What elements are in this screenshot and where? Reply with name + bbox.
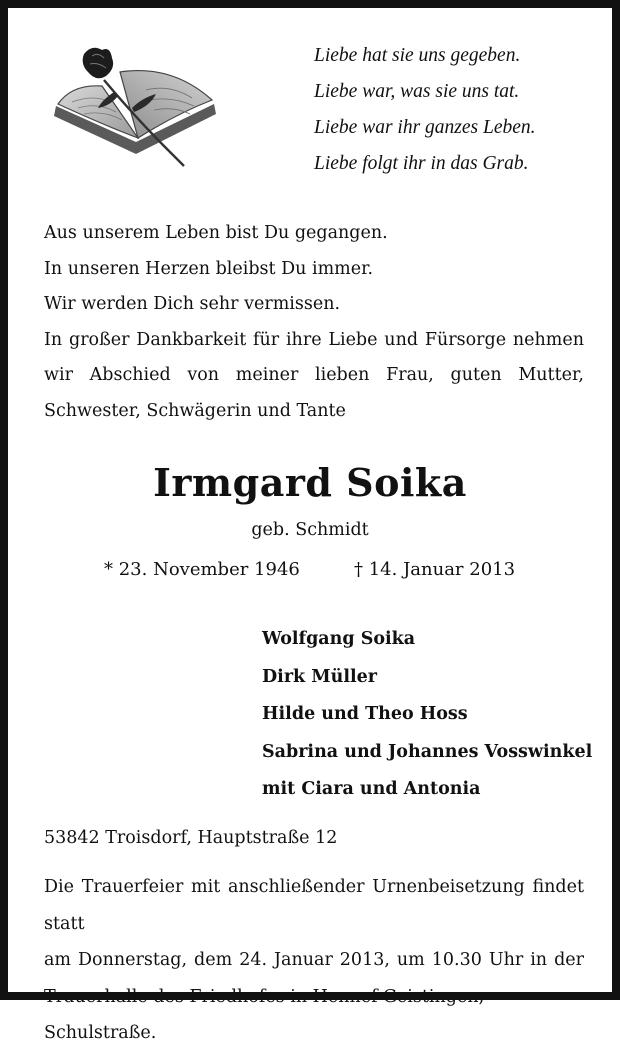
service-info — [44, 869, 584, 1052]
intro-line: Wir werden Dich sehr vermissen. — [44, 294, 341, 314]
poem-line: Liebe hat sie uns gegeben. — [314, 45, 521, 66]
mourner-name: Hilde und Theo Hoss — [262, 704, 468, 724]
service-line: Trauerhalle des Friedhofes in Hennef-Geistingen, Schulstraße. — [44, 986, 485, 1043]
birth-date: * 23. November 1946 — [104, 559, 300, 580]
mourner-name: Dirk Müller — [262, 666, 378, 687]
service-line: Die Trauerfeier mit anschließender Urnenbeisetzung findet statt — [44, 877, 584, 934]
poem-line: Liebe war ihr ganzes Leben. — [314, 117, 536, 138]
intro-line: Schwester, Schwägerin und Tante — [44, 400, 346, 421]
address: 53842 Troisdorf, Hauptstraße 12 — [44, 828, 338, 848]
mourner-name: mit Ciara und Antonia — [262, 779, 481, 799]
death-date: † 14. Januar 2013 — [354, 559, 516, 580]
deceased-name: Irmgard Soika — [153, 460, 467, 505]
intro-line: wir Abschied von meiner lieben Frau, guten Mutter, — [44, 365, 584, 385]
mourner-name: Wolfgang Soika — [262, 629, 416, 649]
mourner-name: Sabrina und Johannes Vosswinkel — [262, 741, 593, 762]
book-with-rose-icon — [52, 42, 222, 172]
intro-line: In unseren Herzen bleibst Du immer. — [44, 258, 374, 279]
mourners-list — [262, 621, 602, 809]
poem-line: Liebe folgt ihr in das Grab. — [314, 153, 529, 174]
intro-line: In großer Dankbarkeit für ihre Liebe und Fürsorge nehmen — [44, 329, 584, 350]
service-line: am Donnerstag, dem 24. Januar 2013, um 10.30 Uhr in der — [44, 950, 584, 970]
maiden-name: geb. Schmidt — [251, 520, 369, 540]
intro-text — [44, 216, 584, 429]
poem-line: Liebe war, was sie uns tat. — [314, 81, 520, 102]
intro-line: Aus unserem Leben bist Du gegangen. — [44, 223, 388, 243]
poem — [314, 38, 604, 182]
